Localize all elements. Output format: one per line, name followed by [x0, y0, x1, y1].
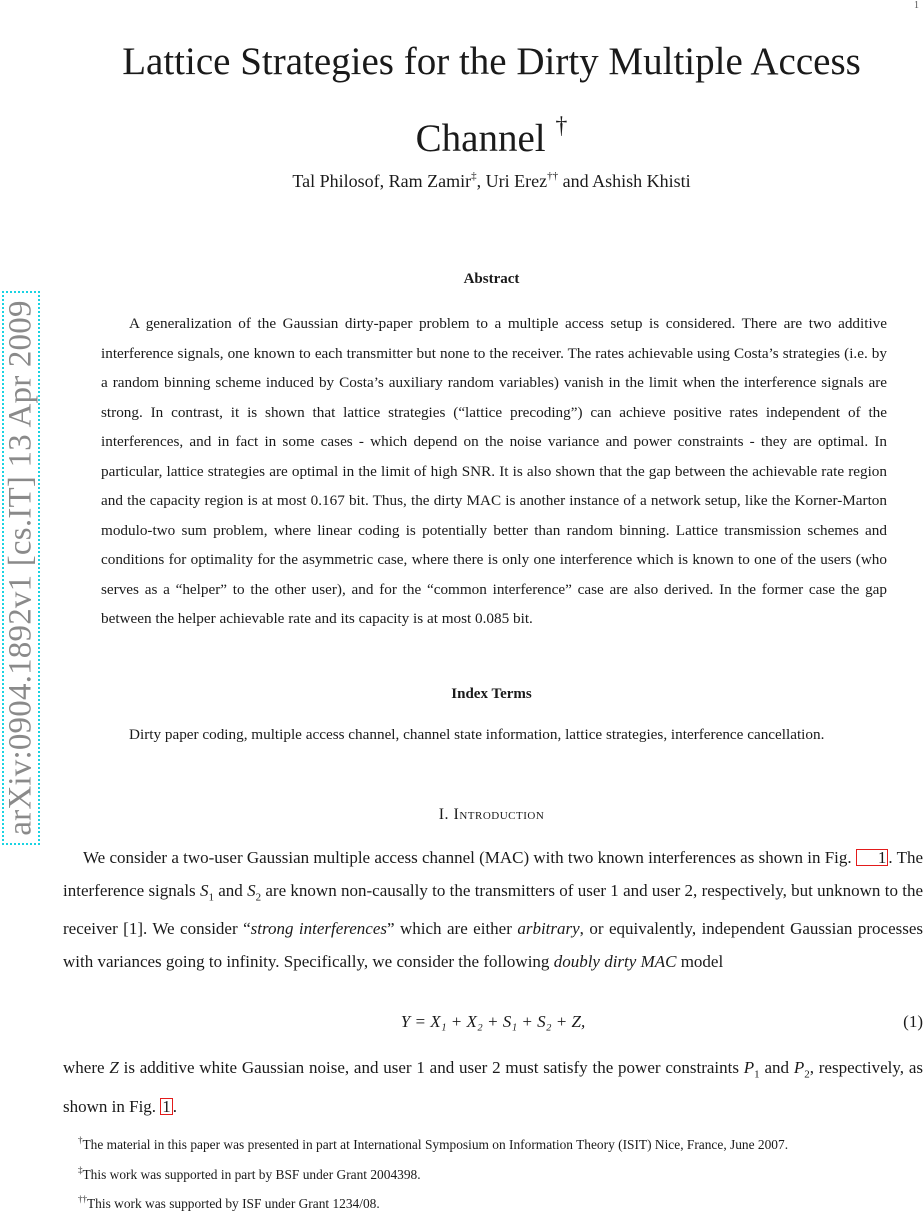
page-number: 1: [914, 0, 919, 11]
intro-paragraph: We consider a two-user Gaussian multiple access channel (MAC) with two known interferences as shown in Fig. 1 . The interference signals $S_1$ and $S_2$ are known non-causally to the transmitters of user 1 and user 2, respectively, but unknown to the receiver [1]. We consider “strong interferences” which are either arbitrary, or equivalently, independent Gaussian processes with variances going to infinity. Specifically, we consider the following doubly dirty MAC model: [63, 848, 923, 971]
author: Ram Zamir: [388, 171, 472, 191]
author: Uri Erez: [485, 171, 548, 191]
emphasis: strong interferences: [250, 919, 388, 939]
math-var: $S_2$: [247, 880, 262, 903]
abstract-heading: Abstract: [463, 271, 520, 287]
intro-paragraph-2: where Z is additive white Gaussian noise, and user 1 and user 2 must satisfy the power constraints $P_1$ and $P_2$, respectively, as shown in Fig. 1 .: [63, 1058, 923, 1116]
title-footnote-mark: †: [555, 113, 568, 139]
author: and Ashish Khisti: [558, 171, 691, 191]
footnote-mark: †: [78, 1135, 83, 1145]
math-var: $P_2$: [793, 1058, 810, 1081]
arxiv-stamp-text: arXiv:0904.1892v1 [cs.IT] 13 Apr 2009: [2, 300, 39, 836]
footnote: ††This work was supported by ISF under Grant 1234/08.: [78, 1194, 380, 1211]
section-heading: [60, 806, 923, 824]
emphasis: arbitrary: [517, 919, 580, 939]
author: Tal Philosof,: [292, 171, 389, 191]
index-terms-heading: Index Terms: [451, 686, 532, 702]
math-var: $S_1$: [199, 880, 214, 903]
arxiv-stamp[interactable]: [2, 291, 40, 845]
title-line-2: Channel †: [415, 113, 568, 160]
section-number: I.: [438, 806, 454, 823]
author-footnote-mark: ††: [547, 170, 559, 182]
section-title: Introduction: [453, 806, 545, 823]
math-var: $P_1$: [743, 1058, 760, 1081]
author-list: Tal Philosof, Ram Zamir‡, Uri Erez†† and Ashish Khisti: [292, 170, 691, 191]
figure-link[interactable]: 1: [162, 1096, 171, 1116]
equation-number: (1): [903, 1012, 923, 1031]
author-footnote-mark: ‡: [471, 170, 477, 182]
footnote: †The material in this paper was presented in part at International Symposium on Information Theory (ISIT) Nice, France, June 2007.: [78, 1135, 789, 1152]
footnote-mark: ††: [78, 1194, 87, 1204]
abstract-text: A generalization of the Gaussian dirty-paper problem to a multiple access setup is considered. There are two additive interference signals, one known to each transmitter but none to the receiver. The rates achievable using Costa’s strategies (i.e. by a random binning scheme induced by Costa’s auxiliary random variables) vanish in the limit when the interference signals are strong. In contrast, it is shown that lattice strategies (“lattice precoding”) can achieve positive rates independent of the interferences, and in fact in some cases - which depend on the noise variance and power constraints - they are optimal. In particular, lattice strategies are optimal in the limit of high SNR. It is also shown that the gap between the achievable rate region and the capacity region is at most 0.167 bit. Thus, the dirty MAC is another instance of a network setup, like the Korner-Marton modulo-two sum problem, where linear coding is potentially better than random binning. Lattice transmission schemes and conditions for optimality for the asymmetric case, where there is only one interference which is known to one of the users (who serves as a “helper” to the other user), and for the “common interference” case are also derived. In the former case the gap between the helper achievable rate and its capacity is at most 0.085 bit.: [101, 315, 887, 627]
equation-1: [63, 1012, 923, 1042]
math-var: Z: [109, 1058, 119, 1077]
footnote: ‡This work was supported in part by BSF under Grant 2004398.: [78, 1164, 421, 1182]
title-line-1: Lattice Strategies for the Dirty Multiple Access: [122, 40, 861, 83]
paper-title: [60, 30, 923, 171]
equation-body: Y = X₁ + X₂ + S₁ + S₂ + Z,: [400, 1012, 586, 1031]
footnote-mark: ‡: [78, 1164, 83, 1175]
figure-link[interactable]: 1: [856, 849, 889, 866]
footnotes: [78, 1128, 923, 1217]
index-terms-text: Dirty paper coding, multiple access channel, channel state information, lattice strategies, interference cancellation.: [129, 726, 825, 743]
emphasis: doubly dirty MAC: [553, 951, 677, 971]
